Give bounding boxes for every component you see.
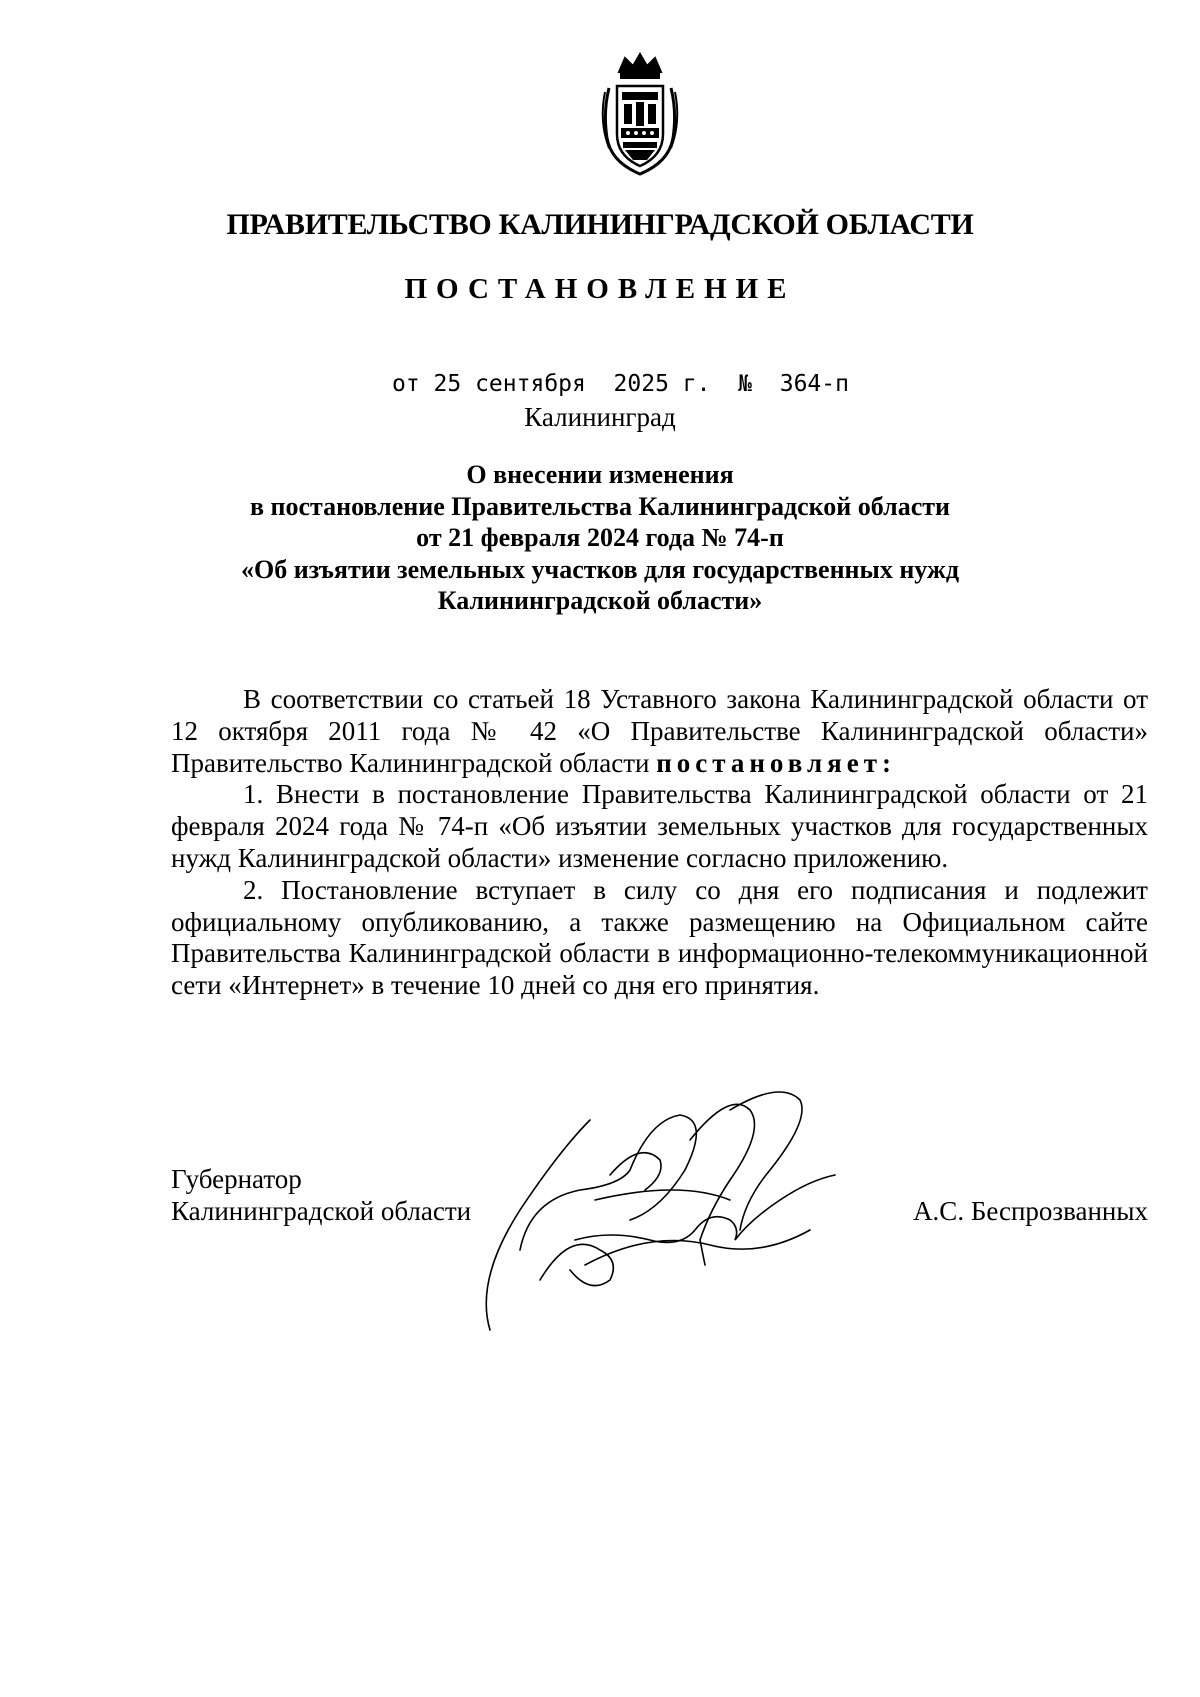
subject-line: Калининградской области»	[437, 586, 763, 615]
handwritten-signature	[480, 1080, 840, 1340]
resolves-keyword: постановляет:	[656, 747, 896, 778]
document-body	[171, 684, 1148, 1002]
city-name: Калининград	[524, 402, 676, 432]
position-region: Калининградской области	[171, 1196, 472, 1226]
organization-title: ПРАВИТЕЛЬСТВО КАЛИНИНГРАДСКОЙ ОБЛАСТИ	[226, 208, 974, 241]
signatory-position	[171, 1163, 471, 1227]
item-2-paragraph: 2. Постановление вступает в силу со дня его подписания и подлежит официальному опубликованию, а также размещению на Официальном сайте Правительства Калининградской области в информационно-телекоммуникационной сети «Интернет» в течение 10 дней со дня его принятия.	[171, 874, 1148, 1001]
document-type: ПОСТАНОВЛЕНИЕ	[404, 273, 796, 305]
subject-line: в постановление Правительства Калининградской области	[249, 491, 951, 521]
subject-line: «Об изъятии земельных участков для государственных нужд	[241, 554, 959, 584]
position-title: Губернатор	[171, 1164, 302, 1194]
preamble-paragraph	[171, 684, 1148, 779]
date-number-line: от 25 сентября 2025 г. № 364-п	[392, 371, 849, 397]
signatory-name: А.С. Беспрозванных	[913, 1196, 1148, 1226]
coat-of-arms-icon	[595, 52, 685, 180]
document-subject	[180, 459, 1020, 617]
subject-line: О внесении изменения	[466, 460, 734, 489]
preamble-text: В соответствии со статьей 18 Уставного закона Калининградской области от 12 октября 2011 года № 42 «О Правительстве Калининградской области» Правительство Калининградской области	[171, 684, 1148, 778]
item-1-paragraph: 1. Внести в постановление Правительства Калининградской области от 21 февраля 2024 года № 74-п «Об изъятии земельных участков для государственных нужд Калининградской области» изменение согласно приложению.	[171, 779, 1148, 873]
subject-line: от 21 февраля 2024 года № 74-п	[416, 523, 784, 552]
